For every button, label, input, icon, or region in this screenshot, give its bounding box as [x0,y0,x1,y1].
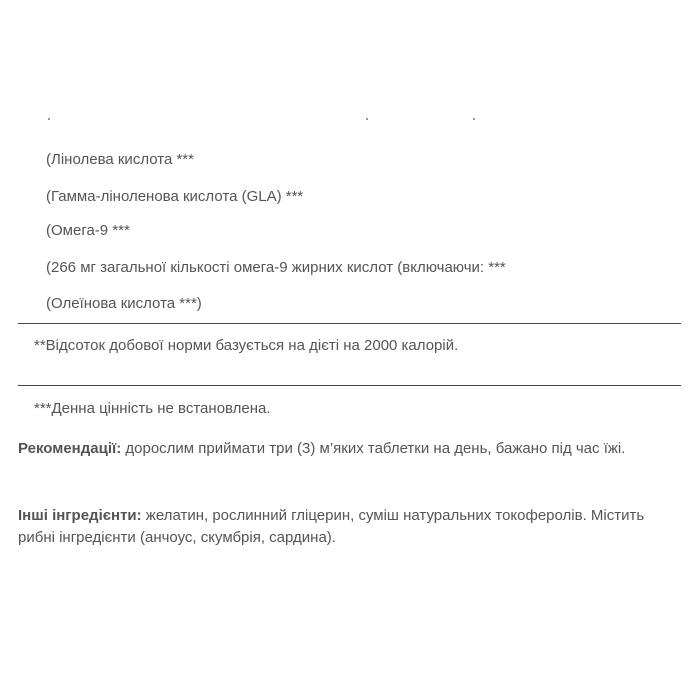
recommendations-text: дорослим приймати три (3) м’яких таблетки на день, бажано під час їжі. [121,440,626,457]
recommendations-paragraph [18,438,678,460]
table-row-linoleic-acid: (Лінолева кислота *** [46,151,194,168]
table-row-omega-9-total: (266 мг загальної кількості омега-9 жирних кислот (включаючи: *** [46,259,506,276]
table-row-oleic-acid: (Олеїнова кислота ***) [46,295,202,312]
other-ingredients-paragraph [18,505,678,549]
table-divider [18,323,681,324]
other-ingredients-text: желатин, рослинний гліцерин, суміш натуральних токоферолів. Містить рибні інгредієнти (анчоус, скумбрія, сардина). [18,507,645,546]
recommendations-label: Рекомендації: [18,440,122,457]
cut-off-previous-row [48,118,478,130]
other-ingredients-label: Інші інгредієнти: [18,507,142,524]
table-row-omega-9: (Омега-9 *** [46,222,130,239]
not-established-footnote: ***Денна цінність не встановлена. [34,400,271,417]
daily-value-footnote: **Відсоток добової норми базується на дієті на 2000 калорій. [34,337,459,354]
table-row-gla: (Гамма-ліноленова кислота (GLA) *** [46,188,304,205]
table-divider [18,385,681,386]
